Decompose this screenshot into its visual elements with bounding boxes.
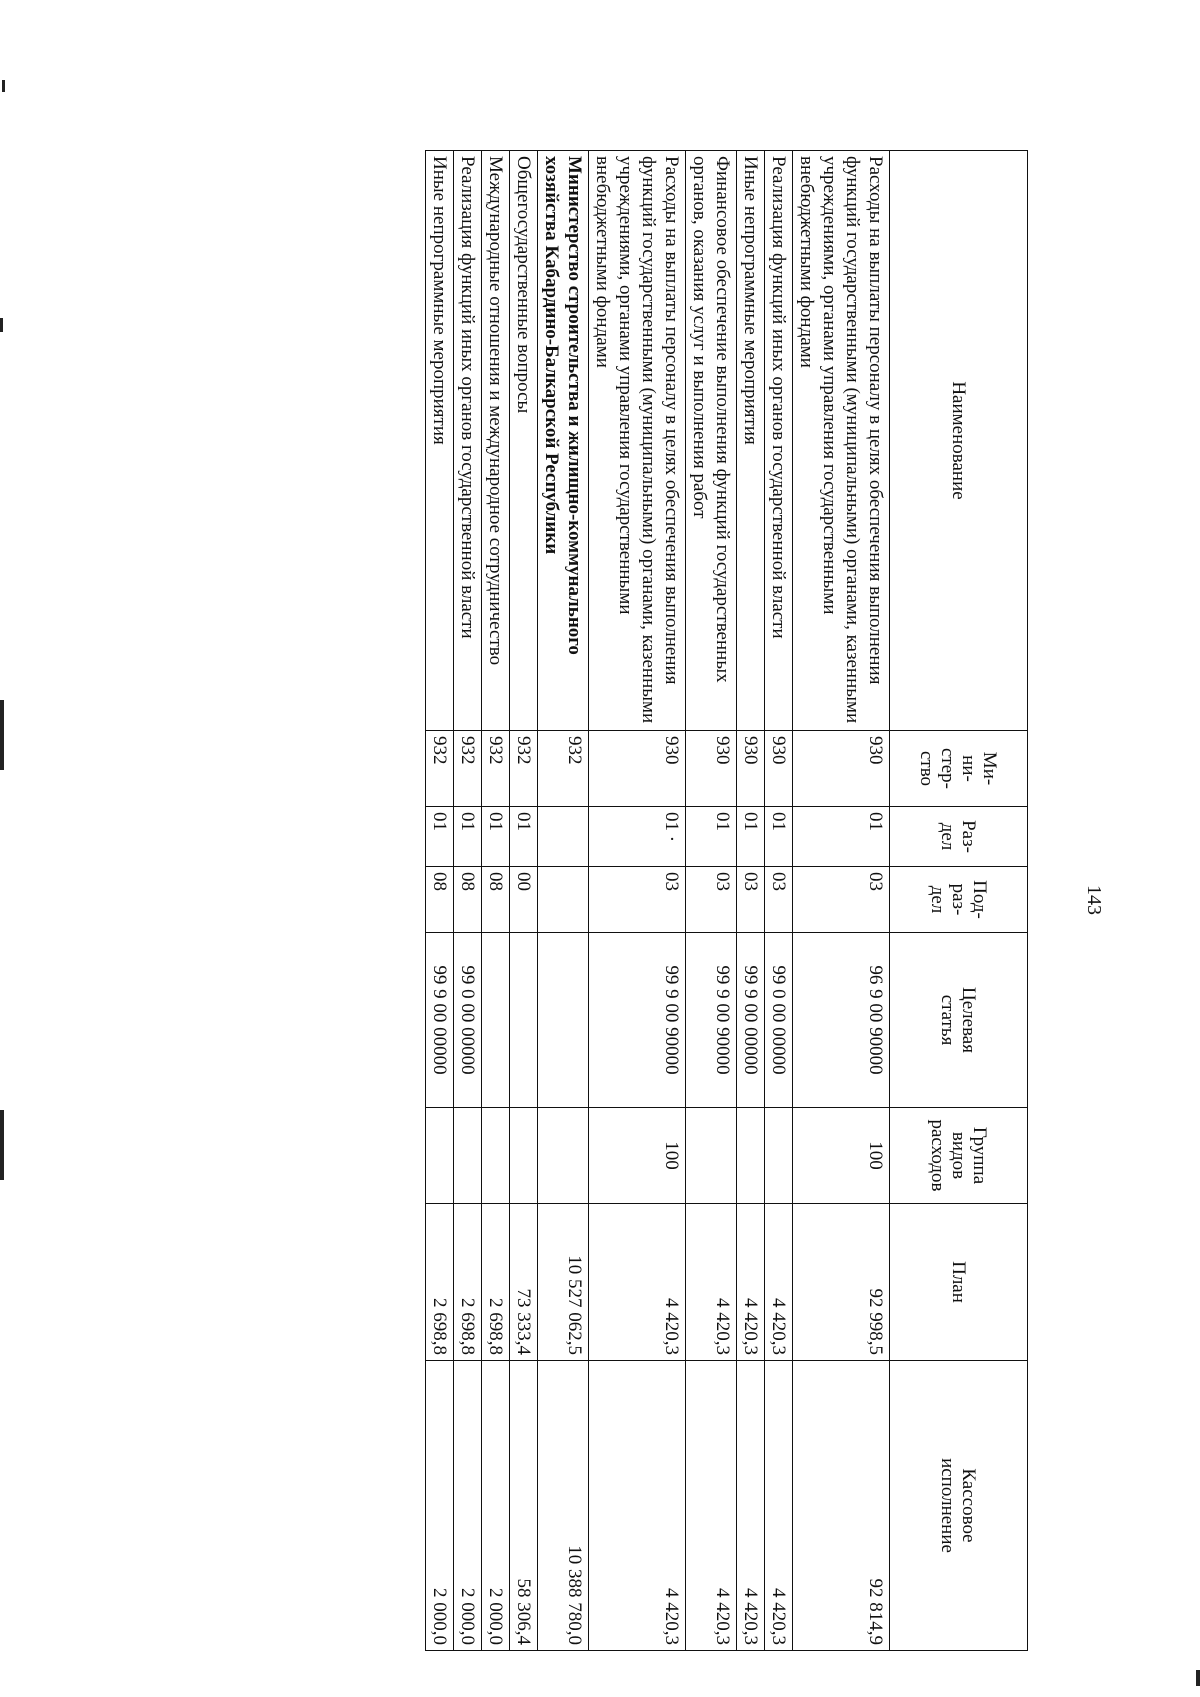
row-ministry: 930 [686,731,737,807]
row-section: 01 [454,807,482,867]
row-plan: 10 527 062,5 [538,1204,589,1361]
row-ministry: 930 [793,731,890,807]
row-section: 01 [793,807,890,867]
row-subsection: 03 [686,867,737,933]
row-name: Иные непрограммные мероприятия [426,151,454,731]
row-section: 01 [765,807,793,867]
row-name: Расходы на выплаты персоналу в целях обеспечения выполнения функций государственными (муниципальными) органами, казенными учреждениями, органами управления государственными внебюджетными фондами [793,151,890,731]
row-name: Министерство строительства и жилищно-коммунального хозяйства Кабардино-Балкарской Республики [538,151,589,731]
row-plan: 4 420,3 [737,1204,765,1361]
row-target: 99 0 00 00000 [765,933,793,1108]
row-target: 99 0 00 00000 [454,933,482,1108]
row-actual: 92 814,9 [793,1361,890,1651]
table-row [454,151,482,1651]
scan-mark [1196,1670,1200,1686]
row-target [510,933,538,1108]
row-ministry: 930 [765,731,793,807]
row-section: 01 [686,807,737,867]
row-name: Финансовое обеспечение выполнения функций государственных органов, оказания услуг и выполнения работ [686,151,737,731]
row-subsection: 08 [454,867,482,933]
rotated-page [168,150,1028,1650]
row-group [510,1108,538,1204]
row-actual: 4 420,3 [589,1361,686,1651]
row-ministry: 930 [737,731,765,807]
table-row [737,151,765,1651]
row-section: 01 · [589,807,686,867]
header-target: Целевая статья [890,933,1028,1108]
row-actual: 4 420,3 [686,1361,737,1651]
row-subsection: 08 [482,867,510,933]
row-subsection: 08 [426,867,454,933]
row-subsection: 03 [589,867,686,933]
row-group [538,1108,589,1204]
table-row [482,151,510,1651]
row-plan: 92 998,5 [793,1204,890,1361]
row-section: 01 [737,807,765,867]
row-subsection [538,867,589,933]
row-name: Реализация функций иных органов государственной власти [454,151,482,731]
row-section [538,807,589,867]
header-ministry: Ми- ни- стер- ство [890,731,1028,807]
row-plan: 2 698,8 [426,1204,454,1361]
row-group: 100 [589,1108,686,1204]
scan-mark [2,80,5,92]
row-target: 99 9 00 90000 [589,933,686,1108]
row-plan: 2 698,8 [482,1204,510,1361]
row-section: 01 [510,807,538,867]
row-name: Общегосударственные вопросы [510,151,538,731]
row-plan: 4 420,3 [686,1204,737,1361]
row-name: Расходы на выплаты персоналу в целях обеспечения выполнения функций государственными (муниципальными) органами, казенными учреждениями, органами управления государственными внебюджетными фондами [589,151,686,731]
row-actual: 2 000,0 [426,1361,454,1651]
table-row [538,151,589,1651]
row-subsection: 03 [765,867,793,933]
row-name: Иные непрограммные мероприятия [737,151,765,731]
header-name: Наименование [890,151,1028,731]
row-ministry: 932 [538,731,589,807]
row-section: 01 [426,807,454,867]
page-number: 143 [1083,885,1105,915]
row-plan: 4 420,3 [765,1204,793,1361]
row-ministry: 932 [482,731,510,807]
budget-table [425,150,1028,1651]
table-row [589,151,686,1651]
header-row [890,151,1028,1651]
row-group [454,1108,482,1204]
row-ministry: 932 [510,731,538,807]
row-ministry: 930 [589,731,686,807]
scan-mark [0,1110,4,1180]
row-group: 100 [793,1108,890,1204]
row-actual: 4 420,3 [765,1361,793,1651]
table-row [765,151,793,1651]
table-row [686,151,737,1651]
row-plan: 4 420,3 [589,1204,686,1361]
row-target [482,933,510,1108]
row-actual: 2 000,0 [454,1361,482,1651]
header-actual: Кассовое исполнение [890,1361,1028,1651]
scan-mark [0,318,3,332]
table-row [510,151,538,1651]
row-section: 01 [482,807,510,867]
header-section: Раз- дел [890,807,1028,867]
row-ministry: 932 [454,731,482,807]
header-group: Группа видов расходов [890,1108,1028,1204]
row-group [426,1108,454,1204]
row-target [538,933,589,1108]
row-name: Международные отношения и международное сотрудничество [482,151,510,731]
header-subsection: Под- раз- дел [890,867,1028,933]
table-row [426,151,454,1651]
row-plan: 2 698,8 [454,1204,482,1361]
row-group [482,1108,510,1204]
scan-mark [0,700,4,770]
row-group [686,1108,737,1204]
row-target: 99 9 00 90000 [686,933,737,1108]
row-subsection: 03 [737,867,765,933]
table-row [793,151,890,1651]
header-plan: План [890,1204,1028,1361]
row-group [737,1108,765,1204]
row-actual: 2 000,0 [482,1361,510,1651]
row-subsection: 00 [510,867,538,933]
row-target: 99 9 00 00000 [426,933,454,1108]
row-subsection: 03 [793,867,890,933]
row-actual: 58 306,4 [510,1361,538,1651]
row-actual: 10 388 780,0 [538,1361,589,1651]
row-name: Реализация функций иных органов государственной власти [765,151,793,731]
row-target: 99 9 00 00000 [737,933,765,1108]
row-group [765,1108,793,1204]
row-plan: 73 333,4 [510,1204,538,1361]
row-ministry: 932 [426,731,454,807]
row-target: 96 9 00 90000 [793,933,890,1108]
row-actual: 4 420,3 [737,1361,765,1651]
